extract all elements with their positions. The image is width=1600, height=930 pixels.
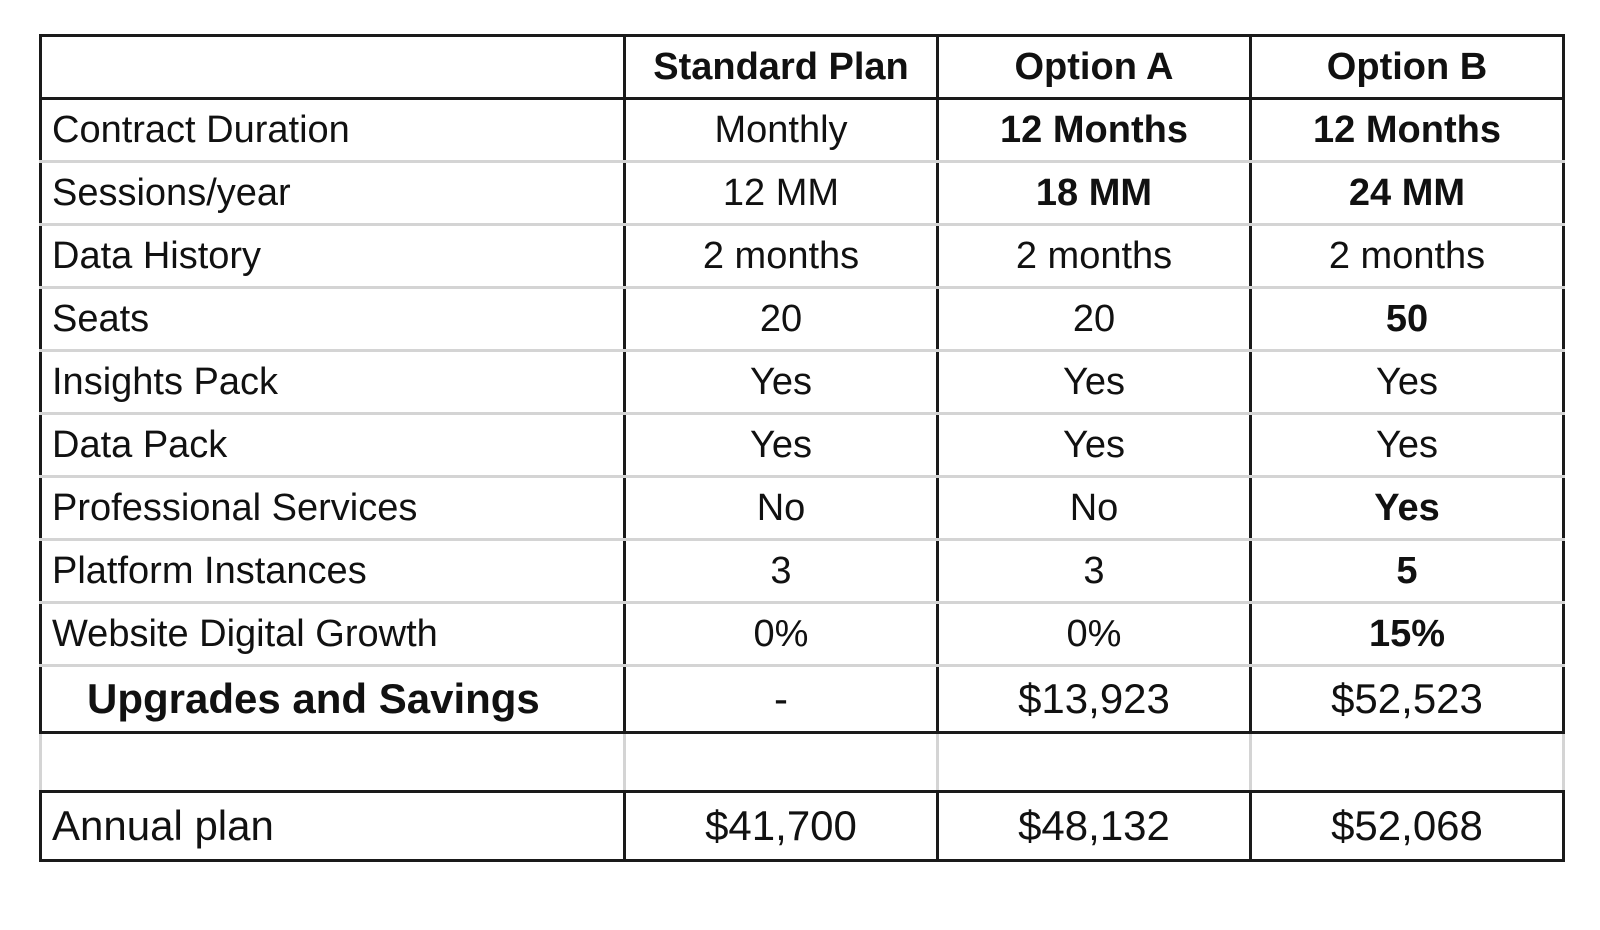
table-row <box>41 477 1564 540</box>
cell-standard-plan: 3 <box>625 540 938 603</box>
table-row <box>41 288 1564 351</box>
row-label: Platform Instances <box>41 540 625 603</box>
row-label: Data Pack <box>41 414 625 477</box>
cell-option-a: Yes <box>938 414 1251 477</box>
cell-standard-plan: Yes <box>625 414 938 477</box>
table-row <box>41 225 1564 288</box>
header-option-a: Option A <box>938 36 1251 99</box>
annual-plan-label: Annual plan <box>41 792 625 861</box>
row-label: Insights Pack <box>41 351 625 414</box>
row-label: Seats <box>41 288 625 351</box>
cell-option-a: 3 <box>938 540 1251 603</box>
header-corner-cell <box>41 36 625 99</box>
table-row <box>41 99 1564 162</box>
cell-standard-plan: Monthly <box>625 99 938 162</box>
upgrades-savings-label: Upgrades and Savings <box>41 666 625 733</box>
cell-standard-plan: Yes <box>625 351 938 414</box>
row-label: Professional Services <box>41 477 625 540</box>
row-label: Data History <box>41 225 625 288</box>
cell-option-b: 50 <box>1251 288 1564 351</box>
comparison-sheet <box>39 34 1562 862</box>
cell-standard-plan: 0% <box>625 603 938 666</box>
spacer-cell <box>41 733 625 792</box>
row-label: Contract Duration <box>41 99 625 162</box>
upgrades-standard-plan: - <box>625 666 938 733</box>
cell-option-b: Yes <box>1251 477 1564 540</box>
header-row <box>41 36 1564 99</box>
spacer-cell <box>625 733 938 792</box>
cell-option-a: 18 MM <box>938 162 1251 225</box>
spacer-cell <box>938 733 1251 792</box>
cell-option-a: 2 months <box>938 225 1251 288</box>
cell-option-a: 20 <box>938 288 1251 351</box>
header-option-b: Option B <box>1251 36 1564 99</box>
annual-option-b: $52,068 <box>1251 792 1564 861</box>
header-standard-plan: Standard Plan <box>625 36 938 99</box>
annual-standard-plan: $41,700 <box>625 792 938 861</box>
cell-option-a: No <box>938 477 1251 540</box>
table-row <box>41 540 1564 603</box>
cell-option-a: Yes <box>938 351 1251 414</box>
plan-comparison-table <box>39 34 1565 862</box>
upgrades-savings-row <box>41 666 1564 733</box>
cell-option-b: 2 months <box>1251 225 1564 288</box>
table-row <box>41 351 1564 414</box>
annual-plan-row <box>41 792 1564 861</box>
cell-option-b: 12 Months <box>1251 99 1564 162</box>
cell-option-b: 24 MM <box>1251 162 1564 225</box>
spacer-cell <box>1251 733 1564 792</box>
cell-option-a: 0% <box>938 603 1251 666</box>
cell-standard-plan: 12 MM <box>625 162 938 225</box>
cell-option-b: Yes <box>1251 351 1564 414</box>
table-row <box>41 414 1564 477</box>
cell-standard-plan: 20 <box>625 288 938 351</box>
table-row <box>41 603 1564 666</box>
spacer-row <box>41 733 1564 792</box>
table-row <box>41 162 1564 225</box>
annual-option-a: $48,132 <box>938 792 1251 861</box>
cell-option-b: 5 <box>1251 540 1564 603</box>
cell-standard-plan: 2 months <box>625 225 938 288</box>
upgrades-option-b: $52,523 <box>1251 666 1564 733</box>
cell-option-a: 12 Months <box>938 99 1251 162</box>
row-label: Sessions/year <box>41 162 625 225</box>
cell-option-b: Yes <box>1251 414 1564 477</box>
cell-standard-plan: No <box>625 477 938 540</box>
cell-option-b: 15% <box>1251 603 1564 666</box>
row-label: Website Digital Growth <box>41 603 625 666</box>
upgrades-option-a: $13,923 <box>938 666 1251 733</box>
